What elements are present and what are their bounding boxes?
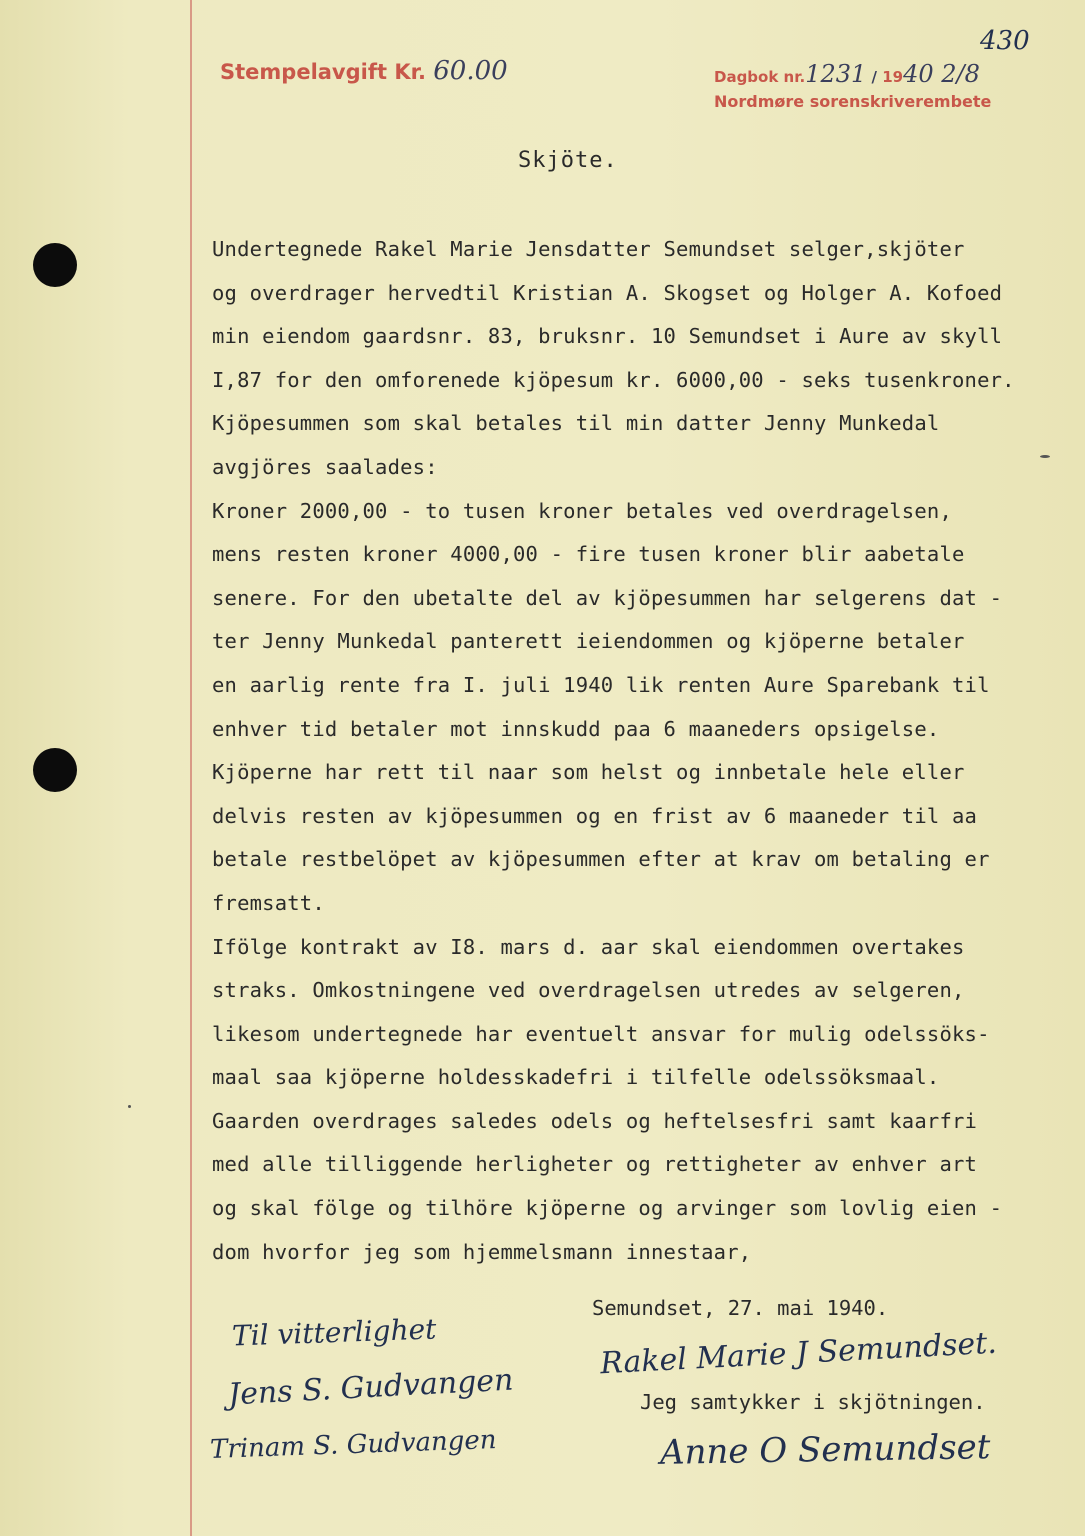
body-line: likesom undertegnede har eventuelt ansvar for mulig odelssöks-: [212, 1021, 990, 1046]
body-line: dom hvorfor jeg som hjemmelsmann innestaar,: [212, 1239, 752, 1264]
journal-stamp: Dagbok nr.1231 / 1940 2/8: [714, 60, 980, 88]
journal-year-date: 40 2/8: [903, 60, 980, 88]
body-line: Gaarden overdrages saledes odels og heftelsesfri samt kaarfri: [212, 1108, 978, 1133]
journal-label: Dagbok nr.: [714, 68, 806, 86]
body-line: med alle tilliggende herligheter og rettigheter av enhver art: [212, 1152, 978, 1177]
body-line: Ifölge kontrakt av I8. mars d. aar skal eiendommen overtakes: [212, 934, 965, 959]
stamp-fee: [220, 56, 508, 86]
body-line: og skal fölge og tilhöre kjöperne og arvinger som lovlig eien -: [212, 1196, 1003, 1221]
ink-speck: [1040, 455, 1050, 458]
body-line: betale restbelöpet av kjöpesummen efter at krav om betaling er: [212, 847, 990, 872]
consenter-signature: Anne O Semundset: [659, 1427, 991, 1473]
document-title: Skjöte.: [518, 148, 618, 173]
body-line: senere. For den ubetalte del av kjöpesummen har selgerens dat -: [212, 585, 1003, 610]
punch-hole-bottom: [33, 748, 77, 792]
witness-signature-1: Jens S. Gudvangen: [227, 1362, 515, 1413]
body-line: enhver tid betaler mot innskudd paa 6 maaneders opsigelse.: [212, 716, 940, 741]
body-line: Kroner 2000,00 - to tusen kroner betales ved overdragelsen,: [212, 498, 952, 523]
body-line: ter Jenny Munkedal panterett ieiendommen og kjöperne betaler: [212, 629, 965, 654]
body-line: delvis resten av kjöpesummen og en frist av 6 maaneder til aa: [212, 803, 978, 828]
office-name: Nordmøre sorenskriverembete: [714, 92, 992, 111]
margin-rule: [190, 0, 192, 1536]
stamp-fee-label: Stempelavgift Kr.: [220, 60, 426, 84]
body-line: I,87 for den omforenede kjöpesum kr. 6000,00 - seks tusenkroner.: [212, 367, 1015, 392]
journal-number: 1231: [805, 60, 867, 88]
body-line: maal saa kjöperne holdesskadefri i tilfelle odelssöksmaal.: [212, 1065, 940, 1090]
page-number: 430: [980, 26, 1030, 56]
punch-hole-top: [33, 243, 77, 287]
witness-heading: Til vitterlighet: [231, 1312, 437, 1353]
journal-year-prefix: 19: [882, 68, 904, 86]
witness-signature-2: Trinam S. Gudvangen: [209, 1425, 497, 1465]
place-date: Semundset, 27. mai 1940.: [592, 1296, 889, 1320]
body-line: Kjöperne har rett til naar som helst og innbetale hele eller: [212, 760, 965, 785]
body-line: min eiendom gaardsnr. 83, bruksnr. 10 Semundset i Aure av skyll: [212, 324, 1003, 349]
body-line: straks. Omkostningene ved overdragelsen utredes av selgeren,: [212, 978, 965, 1003]
ink-speck: [128, 1105, 131, 1108]
seller-signature: Rakel Marie J Semundset.: [599, 1325, 998, 1382]
body-line: mens resten kroner 4000,00 - fire tusen kroner blir aabetale: [212, 542, 965, 567]
body-line: fremsatt.: [212, 890, 325, 915]
body-line: en aarlig rente fra I. juli 1940 lik renten Aure Sparebank til: [212, 672, 990, 697]
body-line: Undertegnede Rakel Marie Jensdatter Semundset selger,skjöter: [212, 237, 965, 261]
body-line: avgjöres saalades:: [212, 454, 438, 479]
body-line: og overdrager hervedtil Kristian A. Skogset og Holger A. Kofoed: [212, 280, 1003, 305]
body-line: Kjöpesummen som skal betales til min datter Jenny Munkedal: [212, 411, 940, 436]
consent-text: Jeg samtykker i skjötningen.: [640, 1390, 986, 1414]
stamp-fee-amount: 60.00: [433, 56, 508, 86]
deed-body: [212, 228, 1052, 1274]
